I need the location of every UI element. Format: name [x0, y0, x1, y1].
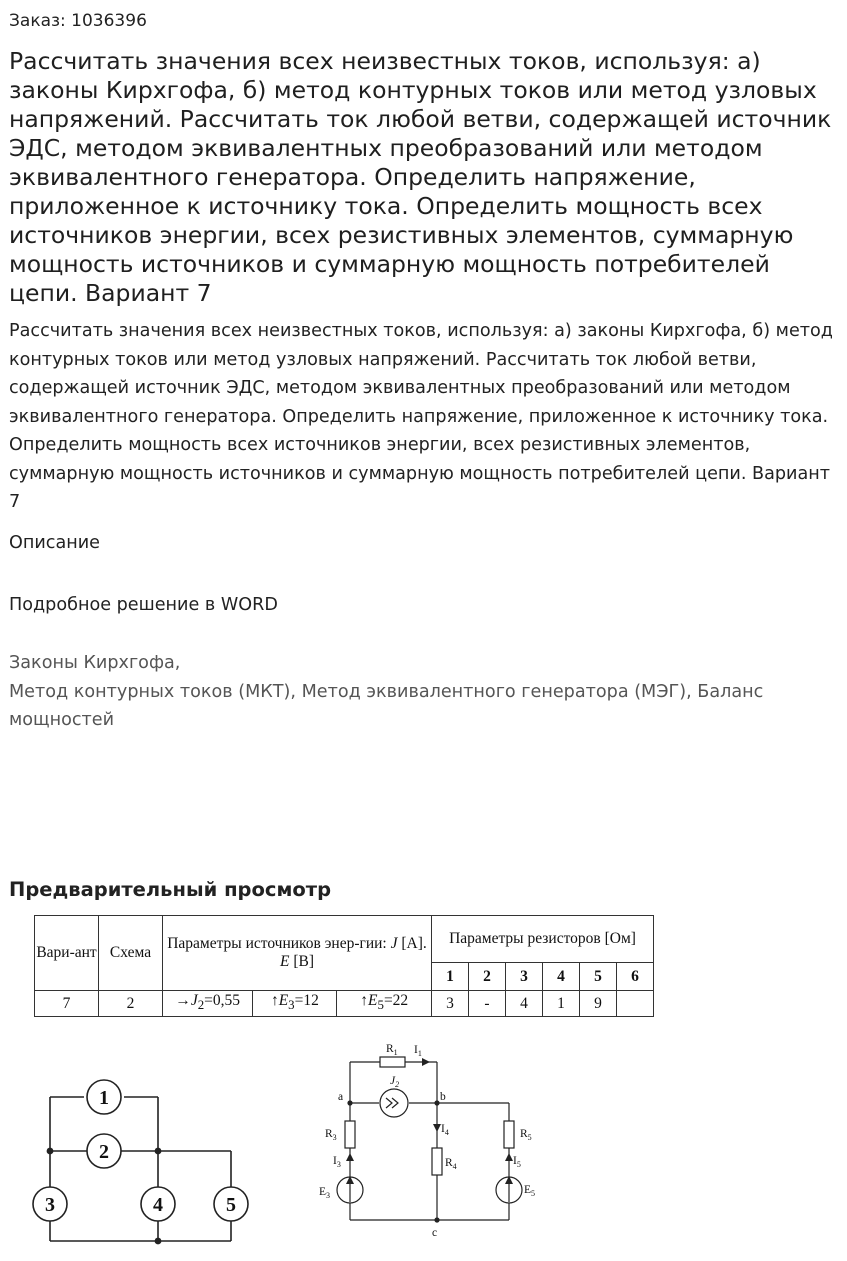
cell-source-j2: $\to J_2=0,55$	[163, 991, 253, 1017]
circuit-components	[337, 1057, 522, 1203]
graph-node-dot	[155, 1238, 162, 1245]
solution-note: Подробное решение в WORD	[9, 595, 278, 615]
resistor-r5	[504, 1121, 514, 1148]
header-scheme: Схема	[99, 916, 163, 991]
label-i4: $I_4$	[441, 1123, 449, 1137]
label-node-c: c	[432, 1227, 438, 1239]
cell-r3: 4	[506, 991, 543, 1017]
r-col-2: 2	[469, 963, 506, 991]
cell-variant: 7	[35, 991, 99, 1017]
circuit-nodes	[347, 1100, 439, 1222]
label-r3: $R_3$	[325, 1128, 337, 1142]
label-node-a: a	[338, 1091, 344, 1103]
topology-graph	[50, 1097, 231, 1241]
cell-r4: 1	[543, 991, 580, 1017]
r-col-5: 5	[580, 963, 617, 991]
graph-label-5: 5	[226, 1194, 236, 1216]
resistor-r3	[345, 1121, 355, 1148]
preview-heading: Предварительный просмотр	[9, 878, 332, 901]
resistor-r1	[380, 1057, 405, 1067]
circuit-symbols	[350, 1098, 509, 1202]
description-heading: Описание	[9, 533, 101, 553]
graph-node-dot	[155, 1148, 162, 1155]
preview-image	[30, 912, 655, 1252]
description-text: Рассчитать значения всех неизвестных токов, используя: а) законы Кирхгофа, б) метод контурных токов или метод узловых напряжений. Рассчитать ток любой ветви, содержащей источник ЭДС, методом эквивалентных преобразований или методом эквивалентного генератора. Определить напряжение, приложенное к источнику тока. Определить мощность всех источников энергии, всех резистивных элементов, суммарную мощность источников и суммарную мощность потребителей цепи. Вариант 7	[9, 321, 833, 512]
order-number: Заказ: 1036396	[9, 11, 147, 31]
label-r5: $R_5$	[520, 1128, 532, 1142]
header-resistors: Параметры резисторов [Ом]	[432, 916, 654, 963]
cell-source-e3: $↑E_3=12$	[253, 991, 337, 1017]
label-i3: $I_3$	[333, 1155, 341, 1169]
label-e3: $E_3$	[319, 1186, 331, 1200]
graph-label-1: 1	[99, 1087, 109, 1109]
r-col-1: 1	[432, 963, 469, 991]
tag-list	[9, 649, 841, 735]
graph-node-dot	[47, 1148, 54, 1155]
circuit-arrows	[346, 1058, 513, 1184]
graph-label-3: 3	[45, 1194, 55, 1216]
r-col-4: 4	[543, 963, 580, 991]
cell-source-e5: $↑E_5=22$	[337, 991, 432, 1017]
scheme-drawing	[30, 912, 655, 1252]
cell-r2: -	[469, 991, 506, 1017]
label-j2: $J_2$	[390, 1075, 400, 1089]
tag-methods[interactable]: Метод контурных токов (МКТ), Метод эквивалентного генератора (МЭГ), Баланс мощностей	[9, 681, 764, 730]
label-i5: $I_5$	[513, 1155, 521, 1169]
graph-label-2: 2	[99, 1141, 109, 1163]
cell-r5: 9	[580, 991, 617, 1017]
cell-scheme: 2	[99, 991, 163, 1017]
label-i1: $I_1$	[414, 1044, 422, 1058]
label-r4: $R_4$	[445, 1157, 457, 1171]
header-sources: Параметры источников энер-гии: J [A]. E [B]	[163, 916, 432, 991]
label-r1: $R_1$	[386, 1043, 398, 1057]
tag-kirchhoff[interactable]: Законы Кирхгофа,	[9, 653, 181, 673]
r-col-6: 6	[617, 963, 654, 991]
label-e5: $E_5$	[524, 1184, 536, 1198]
cell-r1: 3	[432, 991, 469, 1017]
page-title: Рассчитать значения всех неизвестных токов, используя: а) законы Кирхгофа, б) метод контурных токов или метод узловых напряжений. Рассчитать ток любой ветви, содержащей источник ЭДС, методом эквивалентных преобразований или методом эквивалентного генератора. Определить напряжение, приложенное к источнику тока. Определить мощность всех источников энергии, всех резистивных элементов, суммарную мощность источников и суммарную мощность потребителей цепи. Вариант 7	[9, 47, 832, 307]
circuit-wires	[350, 1062, 509, 1220]
label-node-b: b	[440, 1091, 446, 1103]
graph-label-4: 4	[153, 1194, 163, 1216]
current-source-j2	[380, 1089, 408, 1117]
header-variant: Вари-ант	[35, 916, 99, 991]
resistor-r4	[432, 1148, 442, 1175]
r-col-3: 3	[506, 963, 543, 991]
